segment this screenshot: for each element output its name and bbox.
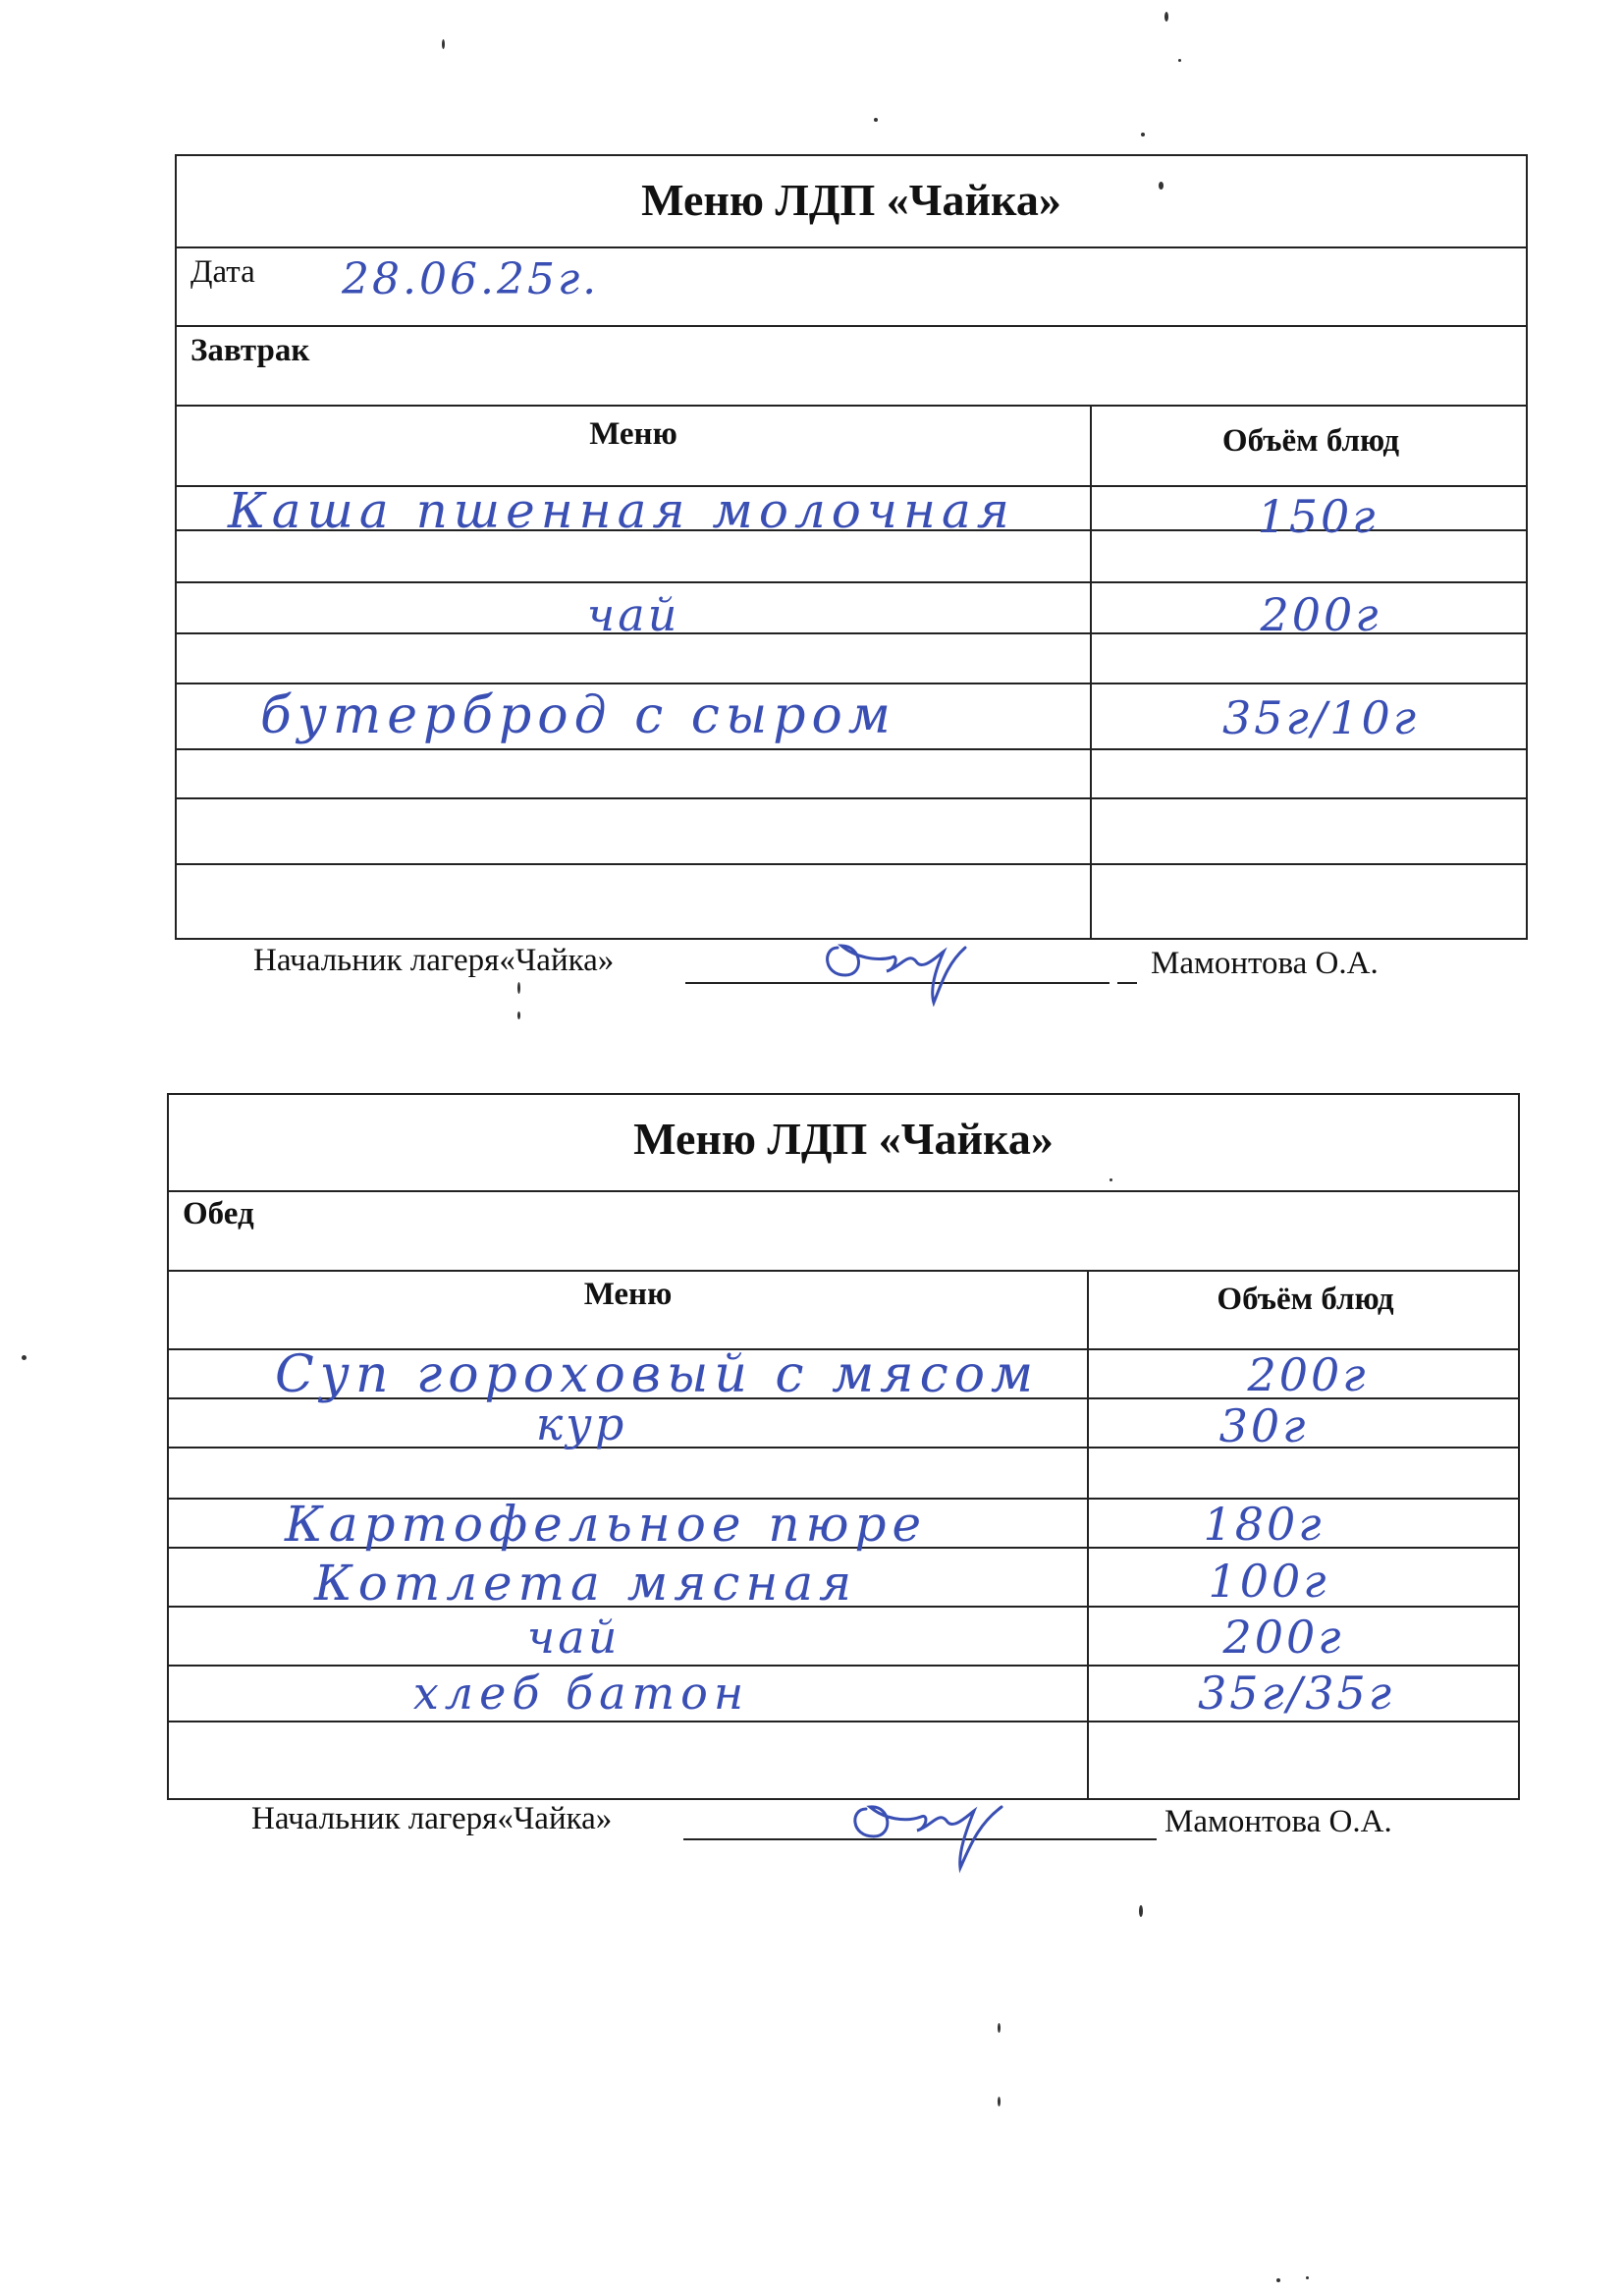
table-row-dish: Суп гороховый с мясом [275, 1345, 1040, 1404]
table-row-volume: 30г [1218, 1399, 1309, 1452]
table-row-dish: чай [526, 1611, 621, 1664]
lunch-menu-form [167, 1093, 1520, 1800]
table-row-dish: кур [535, 1397, 627, 1450]
table-row-dish: Котлета мясная [314, 1555, 858, 1612]
footer-role: Начальник лагеря«Чайка» [251, 1801, 613, 1836]
table-row-dish: Каша пшенная молочная [228, 482, 1015, 539]
table-row-volume: 35г/10г [1221, 691, 1420, 744]
table-row-volume: 150г [1257, 490, 1379, 543]
col-volume-header: Объём блюд [1217, 1282, 1394, 1317]
date-label: Дата [190, 254, 255, 290]
table-row-dish: Картофельное пюре [285, 1496, 928, 1553]
col-menu-header: Меню [589, 416, 677, 452]
meal-label: Обед [183, 1196, 254, 1231]
signature-image [844, 1777, 1011, 1876]
signature-image [818, 918, 975, 1007]
breakfast-menu-form [175, 154, 1528, 940]
table-row-volume: 100г [1208, 1555, 1329, 1608]
meal-label: Завтрак [190, 333, 310, 368]
table-row-volume: 35г/35г [1197, 1667, 1395, 1720]
table-row-volume: 180г [1203, 1498, 1325, 1551]
table-row-dish: хлеб батон [412, 1667, 750, 1720]
footer-name: Мамонтова О.А. [1164, 1804, 1392, 1839]
table-row-volume: 200г [1260, 588, 1381, 641]
col-menu-header: Меню [583, 1277, 673, 1312]
table-row-volume: 200г [1222, 1611, 1344, 1664]
form-title: Меню ЛДП «Чайка» [633, 1114, 1054, 1164]
col-volume-header: Объём блюд [1221, 423, 1400, 459]
table-row-volume: 200г [1247, 1348, 1369, 1401]
table-row-dish: чай [586, 588, 680, 641]
date-value: 28.06.25г. [342, 254, 600, 304]
table-row-dish: бутерброд с сыром [260, 686, 896, 745]
form-title: Меню ЛДП «Чайка» [641, 175, 1061, 225]
footer-role: Начальник лагеря«Чайка» [253, 943, 615, 978]
footer-name: Мамонтова О.А. [1151, 946, 1379, 981]
